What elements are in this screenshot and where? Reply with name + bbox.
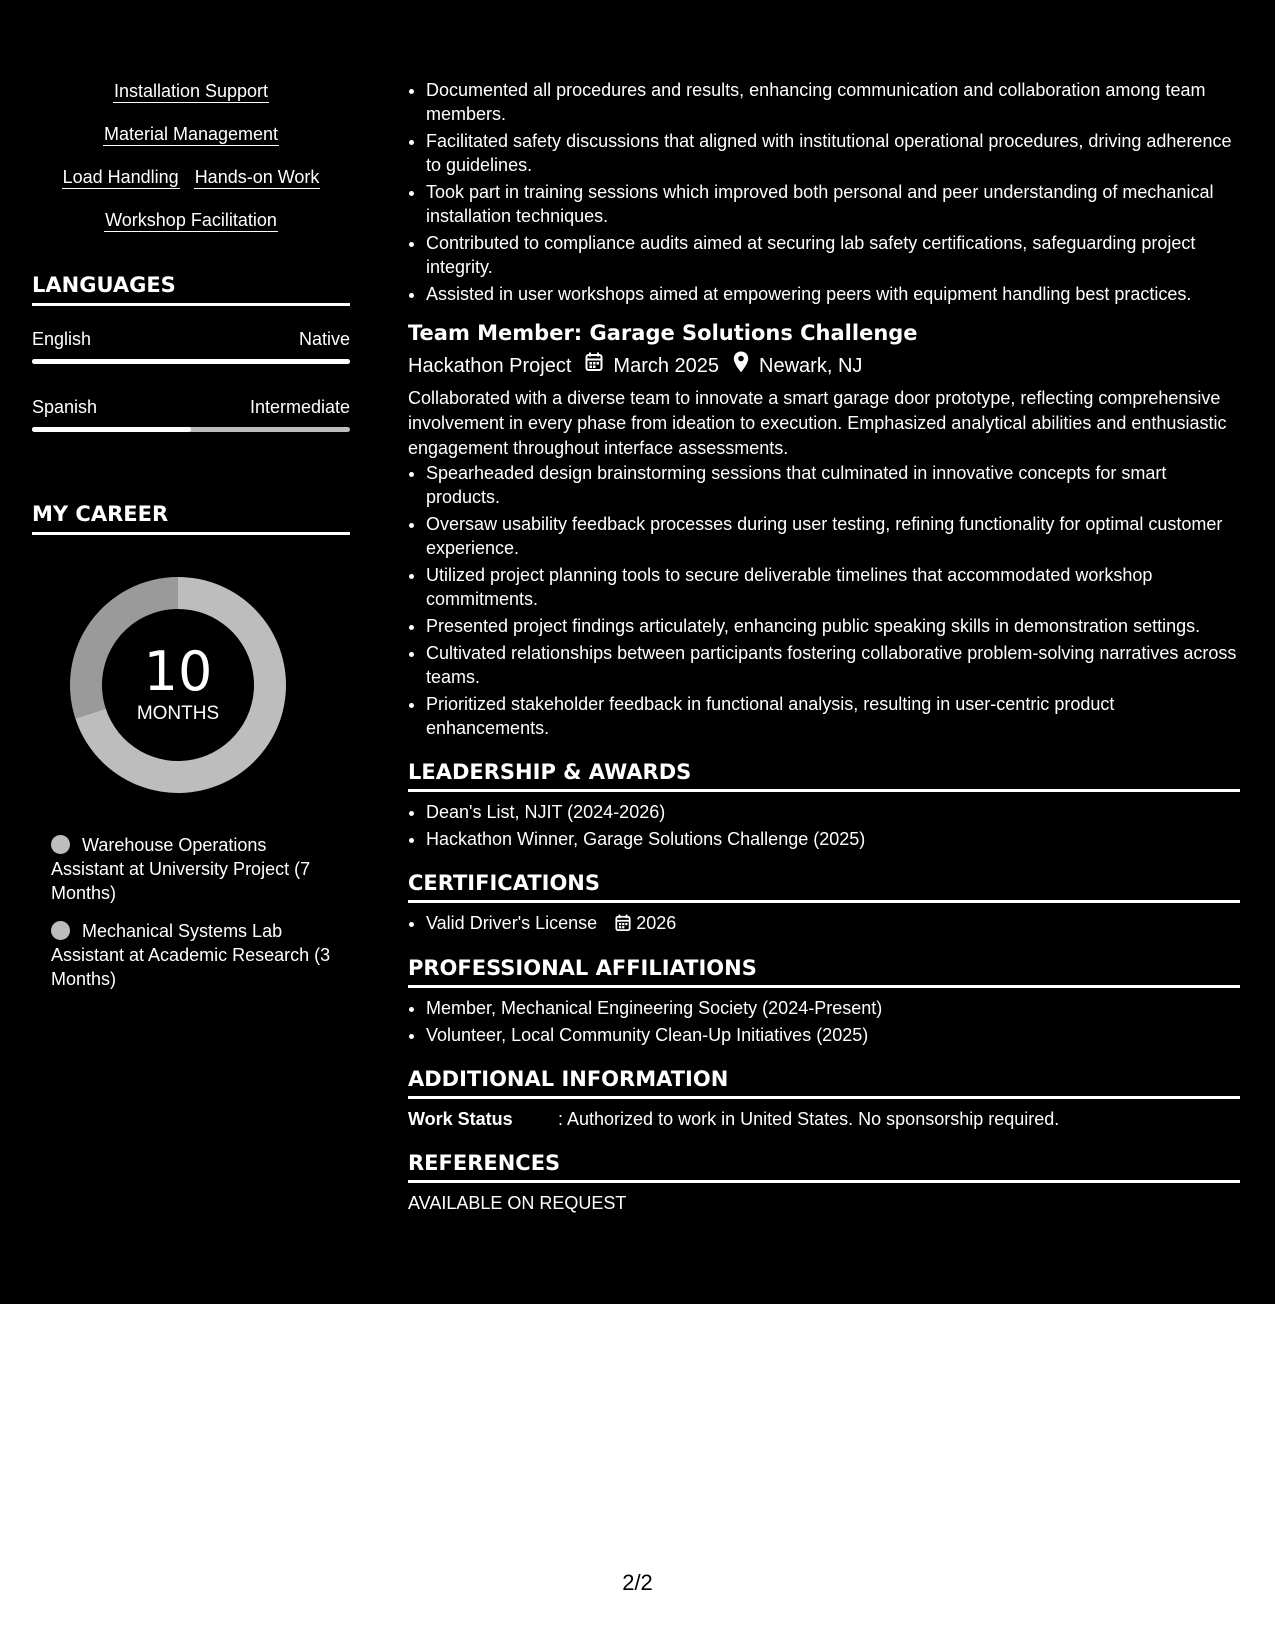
list-item: • Hackathon Winner, Garage Solutions Challenge (2025) (426, 827, 1240, 851)
skill-tag: Workshop Facilitation (105, 210, 277, 230)
list-item: • Prioritized stakeholder feedback in functional analysis, resulting in user-centric product enhancements. (426, 692, 1240, 740)
work-status-label: Work Status (408, 1109, 513, 1130)
entry-meta (408, 351, 1240, 380)
main-content (408, 78, 1240, 1215)
career-total-value: 10 (143, 640, 213, 703)
skill-row (32, 164, 350, 190)
certifications-heading: CERTIFICATIONS (408, 871, 1240, 903)
calendar-icon (585, 352, 603, 379)
skill-tag: Material Management (103, 124, 279, 144)
list-item: • Assisted in user workshops aimed at empowering peers with equipment handling best practices. (426, 282, 1240, 306)
calendar-icon (615, 912, 631, 936)
list-item: • Member, Mechanical Engineering Society (2024-Present) (426, 996, 1240, 1020)
legend-item (51, 833, 331, 905)
entry-org: Hackathon Project (408, 354, 572, 377)
language-bar-fill (32, 427, 191, 432)
legend-item (51, 919, 331, 991)
career-donut-chart (66, 573, 290, 797)
certifications-list (408, 911, 1240, 936)
legend-label: Warehouse Operations Assistant at University Project (7 Months) (51, 835, 311, 903)
skill-row (32, 207, 350, 233)
awards-heading: LEADERSHIP & AWARDS (408, 760, 1240, 792)
career-heading: MY CAREER (32, 502, 350, 535)
entry-bullets (408, 461, 1240, 740)
work-status-row (408, 1107, 1240, 1131)
entry-location: Newark, NJ (759, 354, 863, 377)
language-item (32, 396, 350, 432)
skill-row (32, 78, 350, 104)
list-item (426, 911, 1240, 936)
list-item: • Spearheaded design brainstorming sessions that culminated in innovative concepts for smart products. (426, 461, 1240, 509)
skill-tag: Installation Support (113, 81, 269, 101)
list-item: • Volunteer, Local Community Clean-Up Initiatives (2025) (426, 1023, 1240, 1047)
list-item: • Took part in training sessions which improved both personal and peer understanding of mechanical installation techniques. (426, 180, 1240, 228)
list-item: • Contributed to compliance audits aimed at securing lab safety certifications, safeguarding project integrity. (426, 231, 1240, 279)
language-bar-fill (32, 359, 350, 364)
languages-heading: LANGUAGES (32, 273, 350, 306)
page-number: 2/2 (622, 1570, 653, 1595)
list-item: • Utilized project planning tools to secure deliverable timelines that accommodated workshop commitments. (426, 563, 1240, 611)
prev-entry-bullets (408, 78, 1240, 306)
language-name: Spanish (32, 397, 98, 417)
language-item (32, 328, 350, 364)
list-item: • Oversaw usability feedback processes during user testing, refining functionality for optimal customer experience. (426, 512, 1240, 560)
location-pin-icon (733, 351, 749, 380)
language-bar (32, 427, 350, 432)
additional-heading: ADDITIONAL INFORMATION (408, 1067, 1240, 1099)
list-item: • Facilitated safety discussions that aligned with institutional operational procedures, driving adherence to guidelines. (426, 129, 1240, 177)
list-item: • Documented all procedures and results, enhancing communication and collaboration among team members. (426, 78, 1240, 126)
certification-name: Valid Driver's License (426, 913, 598, 933)
list-item: • Presented project findings articulately, enhancing public speaking skills in demonstration settings. (426, 614, 1240, 638)
affiliations-heading: PROFESSIONAL AFFILIATIONS (408, 956, 1240, 988)
work-status-value: : Authorized to work in United States. No sponsorship required. (558, 1109, 1060, 1130)
career-legend (32, 833, 331, 991)
language-level: Native (298, 329, 350, 349)
legend-label: Mechanical Systems Lab Assistant at Academic Research (3 Months) (51, 921, 331, 989)
sidebar (32, 78, 350, 1005)
entry-date: March 2025 (613, 354, 720, 377)
skill-tag: Hands-on Work (194, 167, 320, 187)
career-total-unit: MONTHS (136, 703, 220, 724)
legend-dot-icon (51, 835, 70, 854)
skills-list (32, 78, 350, 233)
awards-list (408, 800, 1240, 851)
language-level: Intermediate (249, 397, 350, 417)
references-text: AVAILABLE ON REQUEST (408, 1193, 627, 1214)
language-name: English (32, 329, 92, 349)
list-item: • Cultivated relationships between participants fostering collaborative problem-solving narratives across teams. (426, 641, 1240, 689)
affiliations-list (408, 996, 1240, 1047)
list-item: • Dean's List, NJIT (2024-2026) (426, 800, 1240, 824)
entry-description: Collaborated with a diverse team to innovate a smart garage door prototype, reflecting comprehensive involvement in every phase from ideation to execution. Emphasized analytical abilities and enthusiastic engagement throughout interface assessments. (408, 388, 1227, 458)
references-heading: REFERENCES (408, 1151, 1240, 1183)
entry-title: Team Member: Garage Solutions Challenge (408, 321, 918, 345)
skill-tag: Load Handling (62, 167, 179, 187)
certification-year: 2026 (636, 913, 677, 933)
language-bar (32, 359, 350, 364)
legend-dot-icon (51, 921, 70, 940)
skill-row (32, 121, 350, 147)
